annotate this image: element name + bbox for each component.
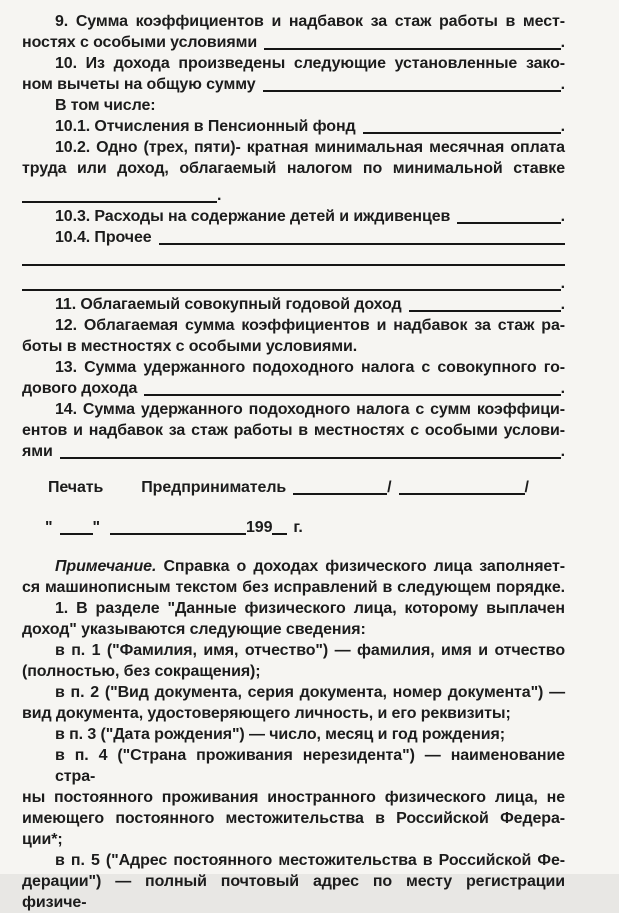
blank-field — [264, 48, 561, 50]
year-prefix: 199 — [246, 519, 273, 536]
line-text: 11. Облагаемый совокупный годовой доход — [55, 296, 402, 313]
form-line-10-4 — [22, 227, 565, 248]
form-line-10-2-blank — [22, 185, 565, 206]
note-line: доход" указываются следующие сведения: — [22, 621, 366, 638]
form-line-including: В том числе: — [55, 97, 156, 114]
signature-name-blank — [399, 493, 525, 495]
note-line-lead — [22, 556, 565, 577]
form-line-13-blank — [22, 378, 565, 399]
form-line-10-1 — [22, 116, 565, 137]
line-text: ями — [22, 443, 53, 460]
period-mark: . — [560, 76, 565, 93]
form-line-14-cont: ентов и надбавок за стаж работы в местностях с особыми услови- — [22, 422, 565, 439]
blank-field — [144, 394, 560, 396]
form-blank-row-2 — [22, 273, 565, 294]
blank-field — [409, 310, 561, 312]
form-line-10-2-cont: труда или доход, облагаемый налогом по минимальной ставке — [22, 160, 565, 177]
blank-field — [22, 201, 217, 203]
form-blank-row-1 — [22, 248, 565, 269]
slash-mark: / — [524, 479, 529, 496]
period-mark: . — [560, 275, 565, 292]
note-line: в п. 4 ("Страна проживания нерезидента") — наименование стра- — [55, 747, 565, 785]
line-text: дового дохода — [22, 380, 138, 397]
period-mark: . — [560, 380, 565, 397]
blank-field — [22, 264, 565, 266]
form-line-13: 13. Сумма удержанного подоходного налога с совокупного го- — [55, 359, 565, 376]
line-text: 10.4. Прочее — [55, 229, 152, 246]
note-line: дерации") — полный почтовый адрес по месту регистрации физиче- — [22, 873, 565, 911]
form-line-14: 14. Сумма удержанного подоходного налога с сумм коэффици- — [55, 401, 565, 418]
line-text: ном вычеты на общую сумму — [22, 76, 256, 93]
note-line: (полностью, без сокращения); — [22, 663, 261, 680]
year-blank — [272, 533, 287, 535]
note-line: ны постоянного проживания иностранного физического лица, не — [22, 789, 565, 806]
signature-blank — [293, 493, 387, 495]
form-line-10-2: 10.2. Одно (трех, пяти)- кратная минимальная месячная оплата — [55, 139, 565, 156]
date-row — [22, 517, 565, 538]
form-line-12: 12. Облагаемая сумма коэффициентов и надбавок за стаж ра- — [55, 317, 565, 334]
slash-mark: / — [387, 479, 392, 496]
form-line-11 — [22, 294, 565, 315]
note-lead-italic: Примечание. — [55, 558, 157, 575]
note-line: ся машинописным текстом без исправлений в следующем порядке. — [22, 579, 565, 596]
blank-field — [159, 243, 565, 245]
note-line: в п. 3 ("Дата рождения") — число, месяц и год рождения; — [55, 726, 505, 743]
blank-field — [60, 457, 561, 459]
line-text: 10.1. Отчисления в Пенсионный фонд — [55, 118, 356, 135]
form-line-9-blank — [22, 32, 565, 53]
form-line-10: 10. Из дохода произведены следующие установленные зако- — [55, 55, 565, 72]
period-mark: . — [560, 208, 565, 225]
note-line: в п. 1 ("Фамилия, имя, отчество") — фамилия, имя и отчество — [55, 642, 565, 659]
period-mark: . — [560, 118, 565, 135]
form-line-10-3 — [22, 206, 565, 227]
form-line-10-blank — [22, 74, 565, 95]
note-section — [22, 556, 565, 913]
note-line: 1. В разделе "Данные физического лица, которому выплачен — [55, 600, 565, 617]
seal-label: Печать — [48, 479, 104, 496]
day-blank — [60, 533, 93, 535]
period-mark: . — [217, 187, 222, 204]
blank-field — [22, 289, 561, 291]
line-text: Справка о доходах физического лица заполняет- — [163, 558, 565, 575]
period-mark: . — [560, 443, 565, 460]
line-text: ностях с особыми условиями — [22, 34, 258, 51]
signature-row — [22, 477, 565, 498]
year-suffix: г. — [293, 519, 303, 536]
line-text: 10.3. Расходы на содержание детей и иждивенцев — [55, 208, 451, 225]
month-blank — [110, 533, 246, 535]
entrepreneur-label: Предприниматель — [141, 479, 287, 496]
note-line: в п. 2 ("Вид документа, серия документа, номер документа") — — [55, 684, 565, 701]
note-line: в п. 5 ("Адрес постоянного местожительства в Российской Фе- — [55, 852, 565, 869]
form-line-12-cont: боты в местностях с особыми условиями. — [22, 338, 358, 355]
blank-field — [457, 222, 560, 224]
quote-mark: " — [45, 519, 53, 536]
note-line: ции*; — [22, 831, 63, 848]
quote-mark: " — [92, 519, 100, 536]
form-line-9: 9. Сумма коэффициентов и надбавок за стаж работы в мест- — [55, 13, 565, 30]
blank-field — [363, 132, 561, 134]
note-line: вид документа, удостоверяющего личность, и его реквизиты; — [22, 705, 511, 722]
note-line: имеющего постоянного местожительства в Российской Федера- — [22, 810, 565, 827]
period-mark: . — [560, 34, 565, 51]
period-mark: . — [560, 296, 565, 313]
form-line-14-blank — [22, 441, 565, 462]
blank-field — [263, 90, 561, 92]
